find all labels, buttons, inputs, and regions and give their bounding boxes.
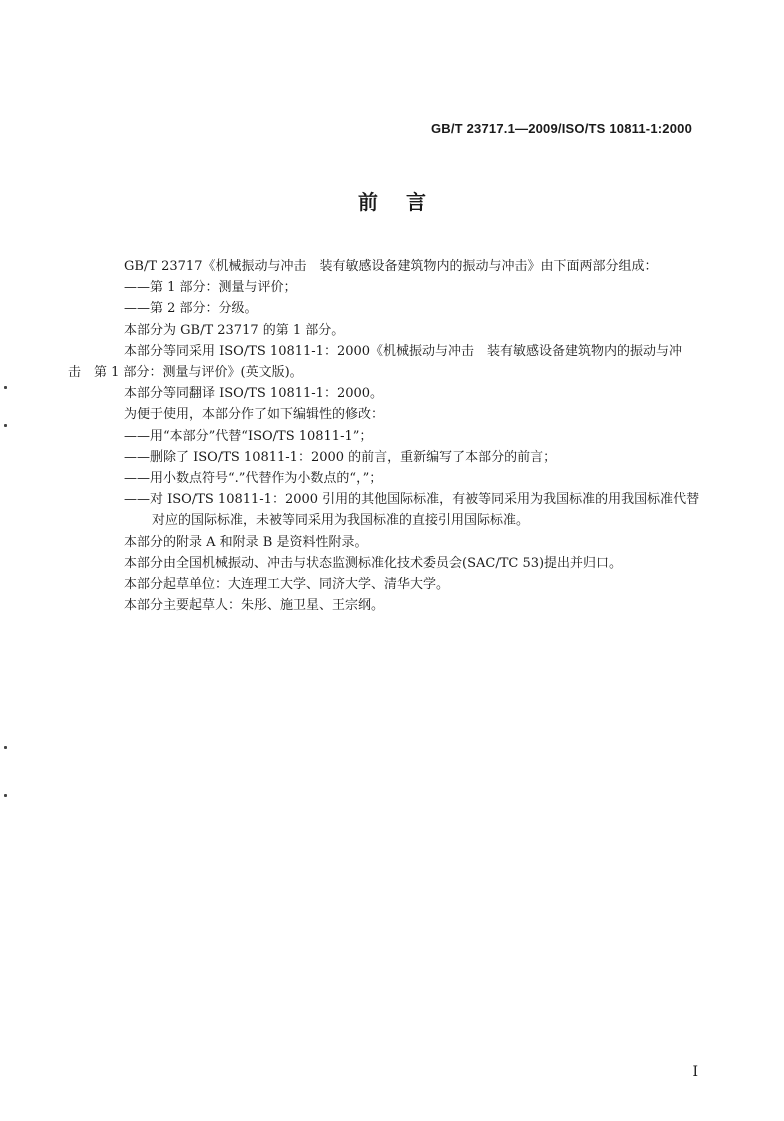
- paragraph: 为便于使用，本部分作了如下编辑性的修改：: [124, 407, 385, 423]
- list-item: ——第 1 部分：测量与评价；: [124, 280, 297, 296]
- list-item-continuation: 对应的国际标准，未被等同采用为我国标准的直接引用国际标准。: [152, 513, 530, 529]
- scan-mark: [4, 794, 7, 797]
- scan-mark: [4, 424, 7, 427]
- scan-mark: [4, 746, 7, 749]
- paragraph: 本部分由全国机械振动、冲击与状态监测标准化技术委员会(SAC/TC 53)提出并归口。: [124, 555, 623, 571]
- paragraph: 本部分主要起草人：朱彤、施卫星、王宗纲。: [124, 598, 385, 614]
- paragraph: 本部分为 GB/T 23717 的第 1 部分。: [124, 322, 345, 338]
- paragraph: 本部分等同采用 ISO/TS 10811-1：2000《机械振动与冲击 装有敏感设备建筑物内的振动与冲: [124, 343, 683, 359]
- list-item: ——对 ISO/TS 10811-1：2000 引用的其他国际标准，有被等同采用为我国标准的用我国标准代替: [124, 492, 700, 508]
- page-number: I: [692, 1064, 698, 1080]
- paragraph-continuation: 击 第 1 部分：测量与评价》(英文版)。: [68, 365, 303, 381]
- paragraph: 本部分起草单位：大连理工大学、同济大学、清华大学。: [124, 577, 450, 593]
- paragraph: 本部分等同翻译 ISO/TS 10811-1：2000。: [124, 386, 384, 402]
- foreword-body: [68, 256, 700, 616]
- list-item: ——第 2 部分：分级。: [124, 301, 258, 317]
- list-item: ——用“本部分”代替“ISO/TS 10811-1”；: [124, 428, 373, 444]
- list-item: ——用小数点符号“.”代替作为小数点的“，”；: [124, 471, 383, 487]
- standard-number: GB/T 23717.1—2009/ISO/TS 10811-1:2000: [430, 121, 692, 136]
- paragraph: GB/T 23717《机械振动与冲击 装有敏感设备建筑物内的振动与冲击》由下面两部分组成：: [124, 259, 658, 274]
- paragraph: 本部分的附录 A 和附录 B 是资料性附录。: [124, 534, 368, 550]
- page-title: 前言: [358, 190, 454, 214]
- scan-mark: [4, 386, 7, 389]
- list-item: ——删除了 ISO/TS 10811-1：2000 的前言，重新编写了本部分的前言；: [124, 449, 557, 465]
